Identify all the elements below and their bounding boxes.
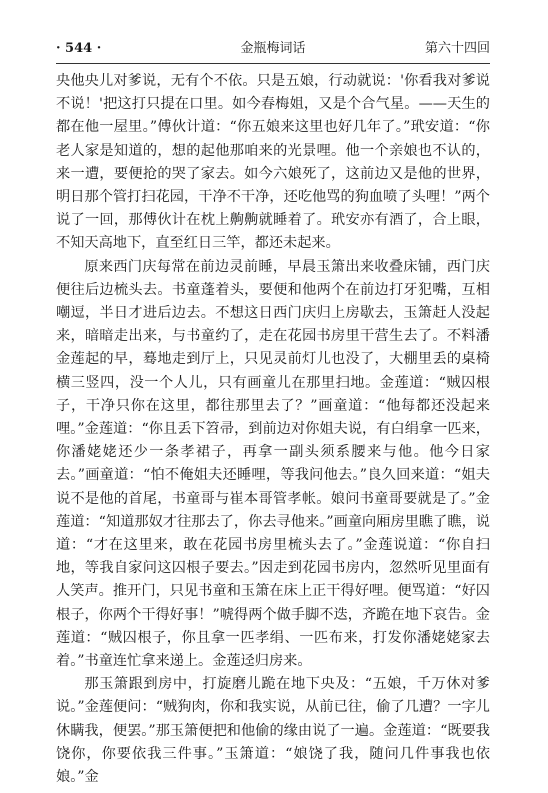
paragraph: 那玉箫跟到房中，打旋磨儿跪在地下央及：“五娘，千万休对爹说。”金莲便问：“贼狗肉，你和我实说，从前已往，偷了几遭？一字儿休瞒我，便罢。”那玉箫便把和他偷的缘由说了一遍。金莲道：“既要我饶你，你要依我三件事。”玉箫道：“娘饶了我，随问几件事我也依娘。”金 <box>56 676 490 786</box>
book-title: 金瓶梅词话 <box>240 41 306 56</box>
chapter-title: 第六十四回 <box>424 41 490 56</box>
page-number: · 544 · <box>56 41 102 56</box>
paragraph: 原来西门庆每常在前边灵前睡，早晨玉箫出来收叠床铺，西门庆便往后边梳头去。书童蓬着头，要便和他两个在前边打牙犯嘴，互相嘲逗，半日才进后边去。不想这日西门庆归上房歇去，玉箫赶人没起来，暗暗走出来，与书童约了，走在花园书房里干营生去了。不料潘金莲起的早，蓦地走到厅上，只见灵前灯儿也没了，大棚里丢的桌椅横三竖四，没一个人儿，只有画童儿在那里扫地。金莲道：“贼囚根子，干净只你在这里，都往那里去了？”画童道：“他每都还没起来哩。”金莲道：“你且丢下笤帚，到前边对你姐夫说，有白绢拿一匹来，你潘姥姥还少一条孝裙子，再拿一副头须系腰来与他。他今日家去。”画童道：“怕不俺姐夫还睡哩，等我问他去。”良久回来道：“姐夫说不是他的首尾，书童哥与崔本哥管孝帐。娘问书童哥要就是了。”金莲道：“知道那奴才往那去了，你去寻他来。”画童向厢房里瞧了瞧，说道：“才在这里来，敢在花园书房里梳头去了。”金莲说道：“你自扫地，等我自家问这囚根子要去。”因走到花园书房内，忽然听见里面有人笑声。推开门，只见书童和玉箫在床上正干得好哩。便骂道：“好囚根子，你两个干得好事！”唬得两个做手脚不迭，齐跪在地下哀告。金莲道：“贼囚根子，你且拿一匹孝绢、一匹布来，打发你潘姥姥家去着。”书童连忙拿来递上。金莲迳归房来。 <box>56 258 490 670</box>
paragraph: 央他央儿对爹说，无有个不依。只是五娘，行动就说：'你看我对爹说不说！'把这打只提在口里。如今春梅姐，又是个合气星。——天生的都在他一屋里。”傅伙计道：“你五娘来这里也好几年了。”玳安道：“你老人家是知道的，想的起他那咱来的光景哩。他一个亲娘也不认的，来一遭，要便抢的哭了家去。如今六娘死了，这前边又是他的世界，明日那个管打扫花园，干净不干净，还吃他骂的狗血喷了头哩！”两个说了一回，那傅伙计在枕上齁齁就睡着了。玳安亦有酒了，合上眼，不知天高地下，直至红日三竿，都还未起来。 <box>56 73 490 252</box>
header-rule <box>56 63 490 64</box>
page-body <box>56 70 490 789</box>
page-header <box>56 38 490 60</box>
